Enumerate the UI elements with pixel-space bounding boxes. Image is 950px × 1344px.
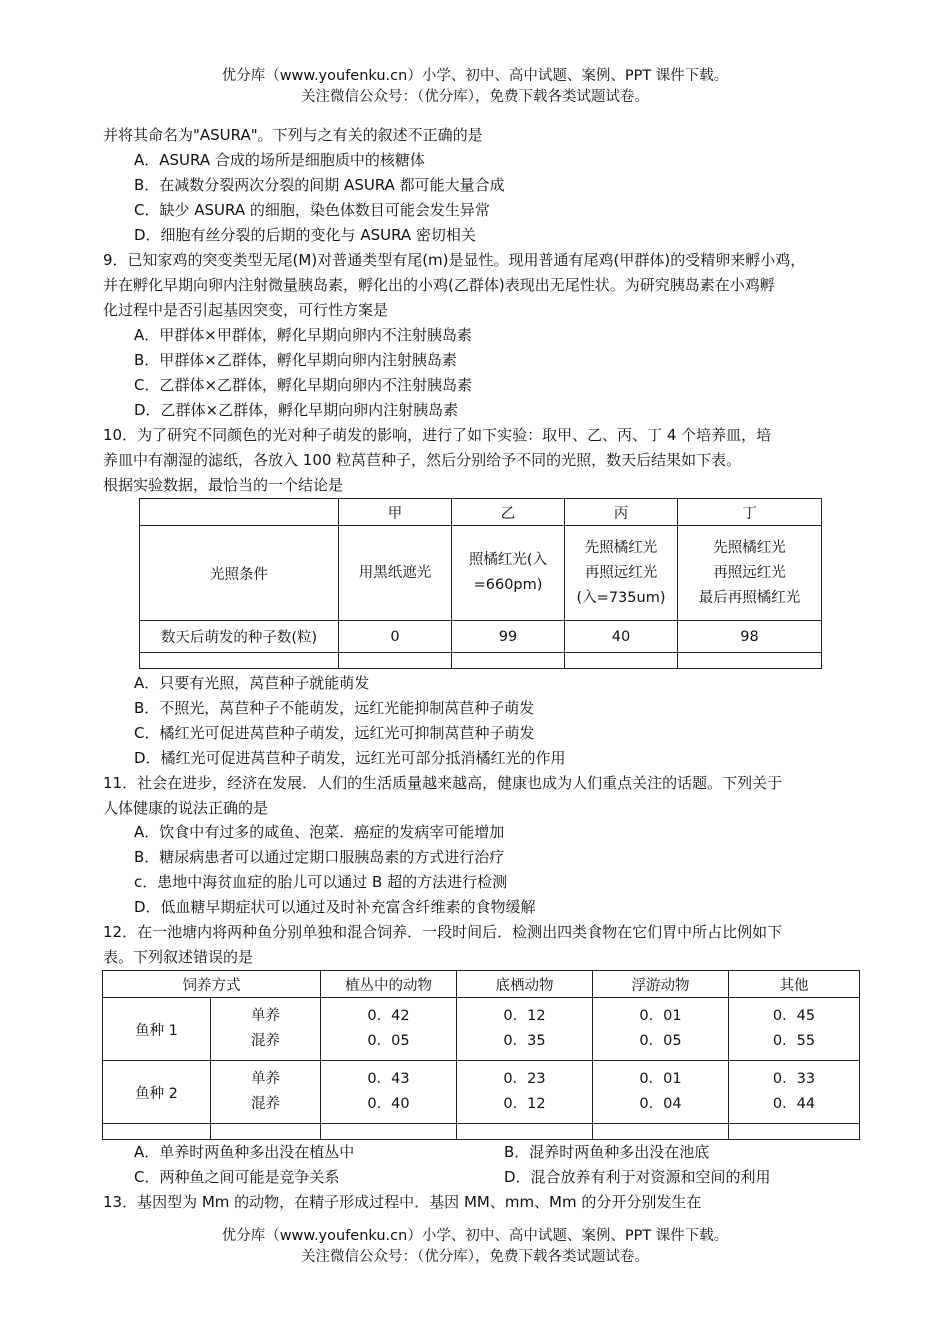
q9-stem-2: 并在孵化早期向卵内注射微量胰岛素，孵化出的小鸡(乙群体)表现出无尾性状。为研究胰岛素在小鸡孵 (103, 276, 775, 294)
light-condition-cell: 先照橘红光 再照远红光 (入=735um) (565, 526, 678, 621)
footer-line-1: 优分库（www.youfenku.cn）小学、初中、高中试题、案例、PPT 课件下载。 (221, 1228, 729, 1244)
germinated-count-cell: 0 (339, 621, 452, 653)
header-line-1: 优分库（www.youfenku.cn）小学、初中、高中试题、案例、PPT 课件下载。 (221, 68, 729, 84)
table-header-cell: 浮游动物 (593, 971, 729, 998)
empty-cell (593, 1124, 729, 1140)
empty-cell (103, 1124, 211, 1140)
light-germination-table (139, 498, 822, 669)
light-condition-cell: 先照橘红光 再照远红光 最后再照橘红光 (678, 526, 822, 621)
footer-line-2: 关注微信公众号：（优分库），免费下载各类试题试卷。 (301, 1249, 649, 1265)
q8-option-d: D．细胞有丝分裂的后期的变化与 ASURA 密切相关 (134, 226, 476, 244)
q9-option-c: C．乙群体×乙群体，孵化早期向卵内不注射胰岛素 (134, 376, 473, 394)
q12-stem-1: 12．在一池塘内将两种鱼分别单独和混合饲养．一段时间后．检测出四类食物在它们胃中所占比例如下 (103, 923, 783, 941)
q11-option-a: A．饮食中有过多的咸鱼、泡菜．癌症的发病宰可能增加 (134, 823, 505, 841)
q10-stem-3: 根据实验数据，最恰当的一个结论是 (103, 476, 344, 494)
empty-cell (678, 653, 822, 669)
q11-stem-1: 11．社会在进步，经济在发展．人们的生活质量越来越高，健康也成为人们重点关注的话题。下列关于 (103, 774, 783, 792)
page-header (0, 66, 950, 108)
feeding-mode-cell: 单养 混养 (211, 1061, 321, 1124)
diet-value-cell: 0．01 0．05 (593, 998, 729, 1061)
table-header-cell: 饲养方式 (103, 971, 321, 998)
diet-value-cell: 0．42 0．05 (321, 998, 457, 1061)
empty-cell (729, 1124, 860, 1140)
table-header-cell: 丙 (565, 499, 678, 526)
q10-option-c: C．橘红光可促进莴苣种子萌发，远红光可抑制莴苣种子萌发 (134, 724, 535, 742)
q9-option-a: A．甲群体×甲群体，孵化早期向卵内不注射胰岛素 (134, 326, 472, 344)
q9-option-b: B．甲群体×乙群体，孵化早期向卵内注射胰岛素 (134, 351, 457, 369)
q12-option-a: A．单养时两鱼种多出没在植丛中 (134, 1143, 355, 1161)
q8-stem-tail: 并将其命名为"ASURA"。下列与之有关的叙述不正确的是 (103, 126, 483, 144)
light-condition-cell: 用黑纸遮光 (339, 526, 452, 621)
diet-value-cell: 0．33 0．44 (729, 1061, 860, 1124)
diet-value-cell: 0．23 0．12 (457, 1061, 593, 1124)
table-header-cell: 其他 (729, 971, 860, 998)
germinated-count-cell: 99 (452, 621, 565, 653)
table-header-cell: 丁 (678, 499, 822, 526)
empty-cell (565, 653, 678, 669)
row-label-germinated-count: 数天后萌发的种子数(粒) (140, 621, 339, 653)
diet-value-cell: 0．45 0．55 (729, 998, 860, 1061)
table-header-cell: 植丛中的动物 (321, 971, 457, 998)
fish-diet-table (102, 970, 860, 1140)
header-line-2: 关注微信公众号：（优分库），免费下载各类试题试卷。 (301, 89, 649, 105)
empty-cell (452, 653, 565, 669)
q10-stem-1: 10．为了研究不同颜色的光对种子萌发的影响，进行了如下实验：取甲、乙、丙、丁 4 个培养皿，培 (103, 426, 772, 444)
diet-value-cell: 0．01 0．04 (593, 1061, 729, 1124)
q10-option-a: A．只要有光照，莴苣种子就能萌发 (134, 674, 370, 692)
q11-option-c: c．患地中海贫血症的胎儿可以通过 B 超的方法进行检测 (134, 873, 508, 891)
q8-option-a: A．ASURA 合成的场所是细胞质中的核糖体 (134, 151, 425, 169)
diet-value-cell: 0．12 0．35 (457, 998, 593, 1061)
table-header-cell: 甲 (339, 499, 452, 526)
q9-option-d: D．乙群体×乙群体，孵化早期向卵内注射胰岛素 (134, 401, 459, 419)
empty-cell (211, 1124, 321, 1140)
fish-name-cell: 鱼种 2 (103, 1061, 211, 1124)
q8-option-b: B．在减数分裂两次分裂的间期 ASURA 都可能大量合成 (134, 176, 505, 194)
q12-stem-2: 表。下列叙述错误的是 (103, 948, 254, 966)
q13-stem: 13．基因型为 Mm 的动物，在精子形成过程中．基因 MM、mm、Mm 的分开分别发生在 (103, 1193, 702, 1211)
q10-option-d: D．橘红光可促进莴苣种子萌发，远红光可部分抵消橘红光的作用 (134, 749, 566, 767)
q12-option-b: B．混养时两鱼种多出没在池底 (504, 1143, 710, 1161)
q8-option-c: C．缺少 ASURA 的细胞，染色体数目可能会发生异常 (134, 201, 490, 219)
q9-stem-3: 化过程中是否引起基因突变，可行性方案是 (103, 301, 389, 319)
table-header-cell: 乙 (452, 499, 565, 526)
q11-option-d: D．低血糖早期症状可以通过及时补充富含纤维素的食物缓解 (134, 898, 536, 916)
q12-option-d: D．混合放养有利于对资源和空间的利用 (504, 1168, 771, 1186)
q10-stem-2: 养皿中有潮湿的滤纸，各放入 100 粒莴苣种子，然后分别给予不同的光照，数天后结果如下表。 (103, 451, 742, 469)
germinated-count-cell: 40 (565, 621, 678, 653)
table-header-cell (140, 499, 339, 526)
table-header-cell: 底栖动物 (457, 971, 593, 998)
q10-option-b: B．不照光，莴苣种子不能萌发，远红光能抑制莴苣种子萌发 (134, 699, 535, 717)
q11-option-b: B．糖尿病患者可以通过定期口服胰岛素的方式进行治疗 (134, 848, 505, 866)
empty-cell (321, 1124, 457, 1140)
germinated-count-cell: 98 (678, 621, 822, 653)
light-condition-cell: 照橘红光(入 =660pm) (452, 526, 565, 621)
row-label-light-condition: 光照条件 (140, 526, 339, 621)
q11-stem-2: 人体健康的说法正确的是 (103, 799, 269, 817)
feeding-mode-cell: 单养 混养 (211, 998, 321, 1061)
q9-stem-1: 9．已知家鸡的突变类型无尾(M)对普通类型有尾(m)是显性。现用普通有尾鸡(甲群体)的受精卵来孵小鸡， (103, 251, 806, 269)
fish-name-cell: 鱼种 1 (103, 998, 211, 1061)
empty-cell (339, 653, 452, 669)
q12-option-c: C．两种鱼之间可能是竞争关系 (134, 1168, 340, 1186)
empty-cell (140, 653, 339, 669)
page-footer (0, 1226, 950, 1268)
empty-cell (457, 1124, 593, 1140)
diet-value-cell: 0．43 0．40 (321, 1061, 457, 1124)
